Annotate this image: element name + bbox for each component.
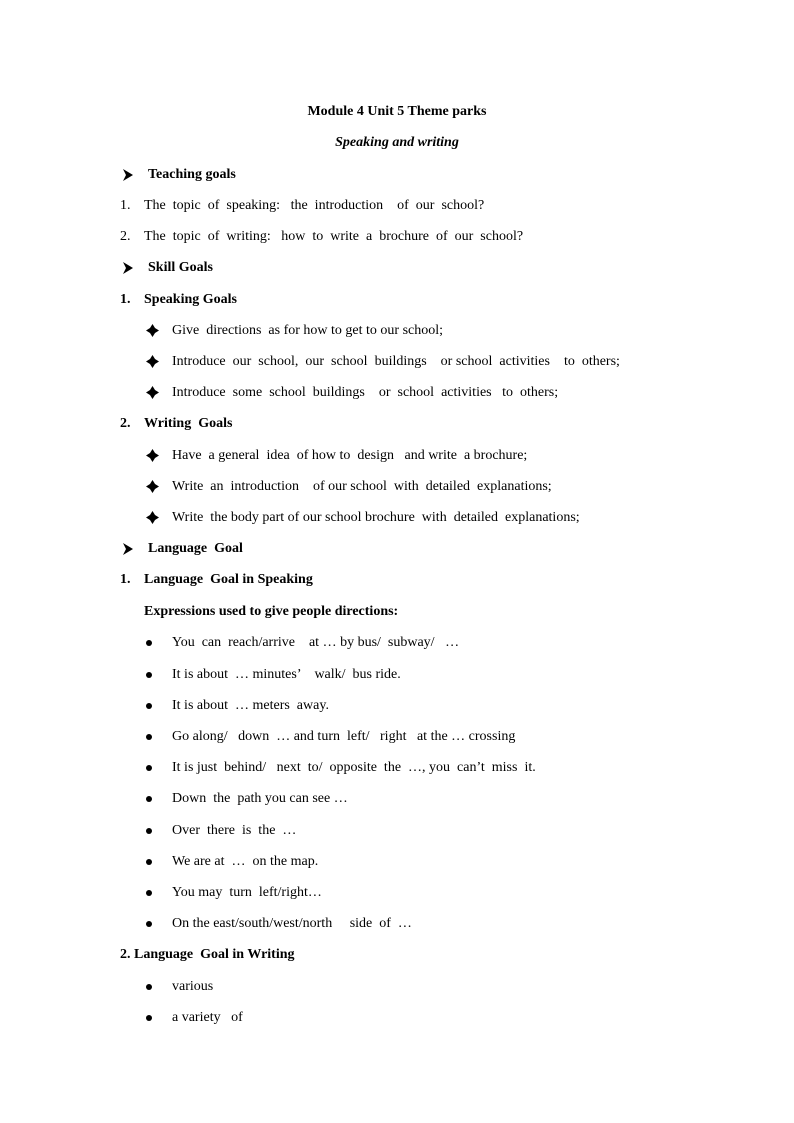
list-item: Over there is the …	[172, 823, 297, 838]
arrow-bullet-icon	[121, 168, 135, 182]
list-number: 2.	[120, 416, 131, 431]
bullet-dot-icon	[146, 672, 152, 678]
bullet-dot-icon	[146, 921, 152, 927]
arrow-bullet-icon	[121, 261, 135, 275]
list-item: It is about … minutes’ walk/ bus ride.	[172, 667, 401, 682]
list-item: Introduce some school buildings or school activities to others;	[172, 385, 559, 400]
diamond-bullet-icon	[146, 355, 159, 368]
list-item: Have a general idea of how to design and write a brochure;	[172, 448, 528, 463]
subsection-heading-speaking-goals: Speaking Goals	[144, 292, 237, 307]
list-item: a variety of	[172, 1010, 243, 1025]
list-item: On the east/south/west/north side of …	[172, 916, 412, 931]
bullet-dot-icon	[146, 859, 152, 865]
bullet-dot-icon	[146, 765, 152, 771]
list-number: 1.	[120, 572, 131, 587]
subsection-heading-language-writing: 2. Language Goal in Writing	[120, 947, 295, 962]
diamond-bullet-icon	[146, 324, 159, 337]
list-item: It is about … meters away.	[172, 698, 329, 713]
list-item: The topic of speaking: the introduction of our school?	[144, 198, 485, 213]
page-subtitle: Speaking and writing	[335, 135, 459, 150]
list-item: Down the path you can see …	[172, 791, 348, 806]
arrow-bullet-icon	[121, 542, 135, 556]
list-item: Write an introduction of our school with detailed explanations;	[172, 479, 552, 494]
bullet-dot-icon	[146, 1015, 152, 1021]
list-item: Introduce our school, our school buildings or school activities to others;	[172, 354, 620, 369]
list-number: 1.	[120, 198, 131, 213]
list-number: 1.	[120, 292, 131, 307]
section-heading-teaching-goals: Teaching goals	[148, 167, 236, 182]
list-item: You can reach/arrive at … by bus/ subway/ …	[172, 635, 460, 650]
section-heading-language-goal: Language Goal	[148, 541, 243, 556]
expressions-heading: Expressions used to give people directions:	[144, 604, 399, 619]
list-item: It is just behind/ next to/ opposite the …, you can’t miss it.	[172, 760, 536, 775]
diamond-bullet-icon	[146, 511, 159, 524]
section-heading-skill-goals: Skill Goals	[148, 260, 213, 275]
list-item: You may turn left/right…	[172, 885, 322, 900]
bullet-dot-icon	[146, 890, 152, 896]
subsection-heading-language-speaking: Language Goal in Speaking	[144, 572, 313, 587]
diamond-bullet-icon	[146, 480, 159, 493]
bullet-dot-icon	[146, 703, 152, 709]
bullet-dot-icon	[146, 984, 152, 990]
list-item: Write the body part of our school brochure with detailed explanations;	[172, 510, 580, 525]
bullet-dot-icon	[146, 640, 152, 646]
bullet-dot-icon	[146, 734, 152, 740]
bullet-dot-icon	[146, 828, 152, 834]
bullet-dot-icon	[146, 796, 152, 802]
list-number: 2.	[120, 229, 131, 244]
diamond-bullet-icon	[146, 449, 159, 462]
subsection-heading-writing-goals: Writing Goals	[144, 416, 233, 431]
diamond-bullet-icon	[146, 386, 159, 399]
list-item: The topic of writing: how to write a brochure of our school?	[144, 229, 524, 244]
list-item: We are at … on the map.	[172, 854, 319, 869]
list-item: Go along/ down … and turn left/ right at the … crossing	[172, 729, 516, 744]
page-title: Module 4 Unit 5 Theme parks	[307, 104, 487, 119]
list-item: Give directions as for how to get to our school;	[172, 323, 444, 338]
list-item: various	[172, 979, 214, 994]
